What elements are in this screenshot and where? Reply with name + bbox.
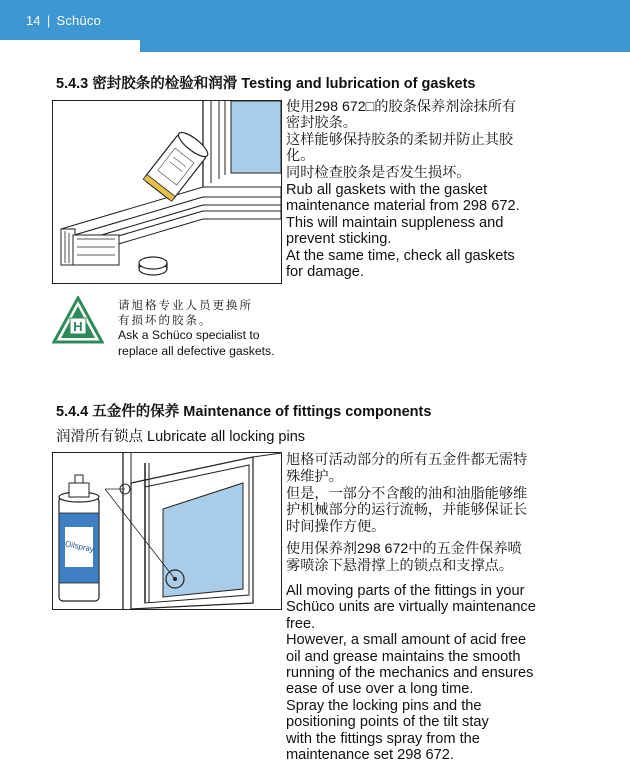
hazard-icon xyxy=(52,296,104,344)
gasket-text-en: Rub all gaskets with the gasket maintenance material from 298 672. This will maintain suppleness and prevent sticking. At the same time, check all gaskets for damage. xyxy=(286,182,520,281)
hazard-letter: H xyxy=(73,319,83,334)
gasket-text-cn: 使用298 672□的胶条保养剂涂抹所有 密封胶条。 这样能够保持胶条的柔韧并防止其胶 化。 同时检查胶条是否发生损坏。 xyxy=(286,99,517,181)
spray-can xyxy=(59,475,99,601)
glass-pane xyxy=(231,101,281,173)
gasket-note-en: Ask a Schüco specialist to replace all defective gaskets. xyxy=(118,328,275,358)
fittings-text-cn-1: 旭格可活动部分的所有五金件都无需特 殊维护。 但是，一部分不含酸的油和油脂能够维 护机械部分的运行流畅，并能够保证长 时间操作方便。 xyxy=(286,452,528,536)
section-subtitle-fittings: 润滑所有锁点 Lubricate all locking pins xyxy=(56,429,306,445)
section-title-fittings: 5.4.4 五金件的保养 Maintenance of fittings components xyxy=(56,404,432,420)
fittings-figure xyxy=(52,452,282,610)
header-notch xyxy=(140,40,630,52)
gasket-note-cn: 请旭格专业人员更换所 有损坏的胶条。 xyxy=(118,298,253,327)
fittings-text-cn-2: 使用保养剂298 672中的五金件保养喷 雾喷涂下悬滑撑上的锁点和支撑点。 xyxy=(286,541,522,574)
page-number: 14 xyxy=(26,13,41,28)
fittings-text-en: All moving parts of the fittings in your Schüco units are virtually maintenance free. However, a small amount of acid free oil and grease maintains the smooth running of the mechanics and ensures ease of use over a long time. Spray the locking pins and the positioning points of the tilt stay with the fittings spray from the maintenance set 298 672. xyxy=(286,583,536,764)
page-header xyxy=(26,13,101,28)
gasket-note xyxy=(118,298,278,359)
brand-name: Schüco xyxy=(56,13,102,28)
spray-label: Oilspray xyxy=(64,539,95,555)
gasket-figure xyxy=(52,100,282,284)
section-title-gaskets: 5.4.3 密封胶条的检验和润滑 Testing and lubrication of gaskets xyxy=(56,76,476,92)
gasket-illustration xyxy=(53,101,281,283)
header-separator: | xyxy=(46,13,51,28)
fittings-illustration xyxy=(53,453,281,609)
